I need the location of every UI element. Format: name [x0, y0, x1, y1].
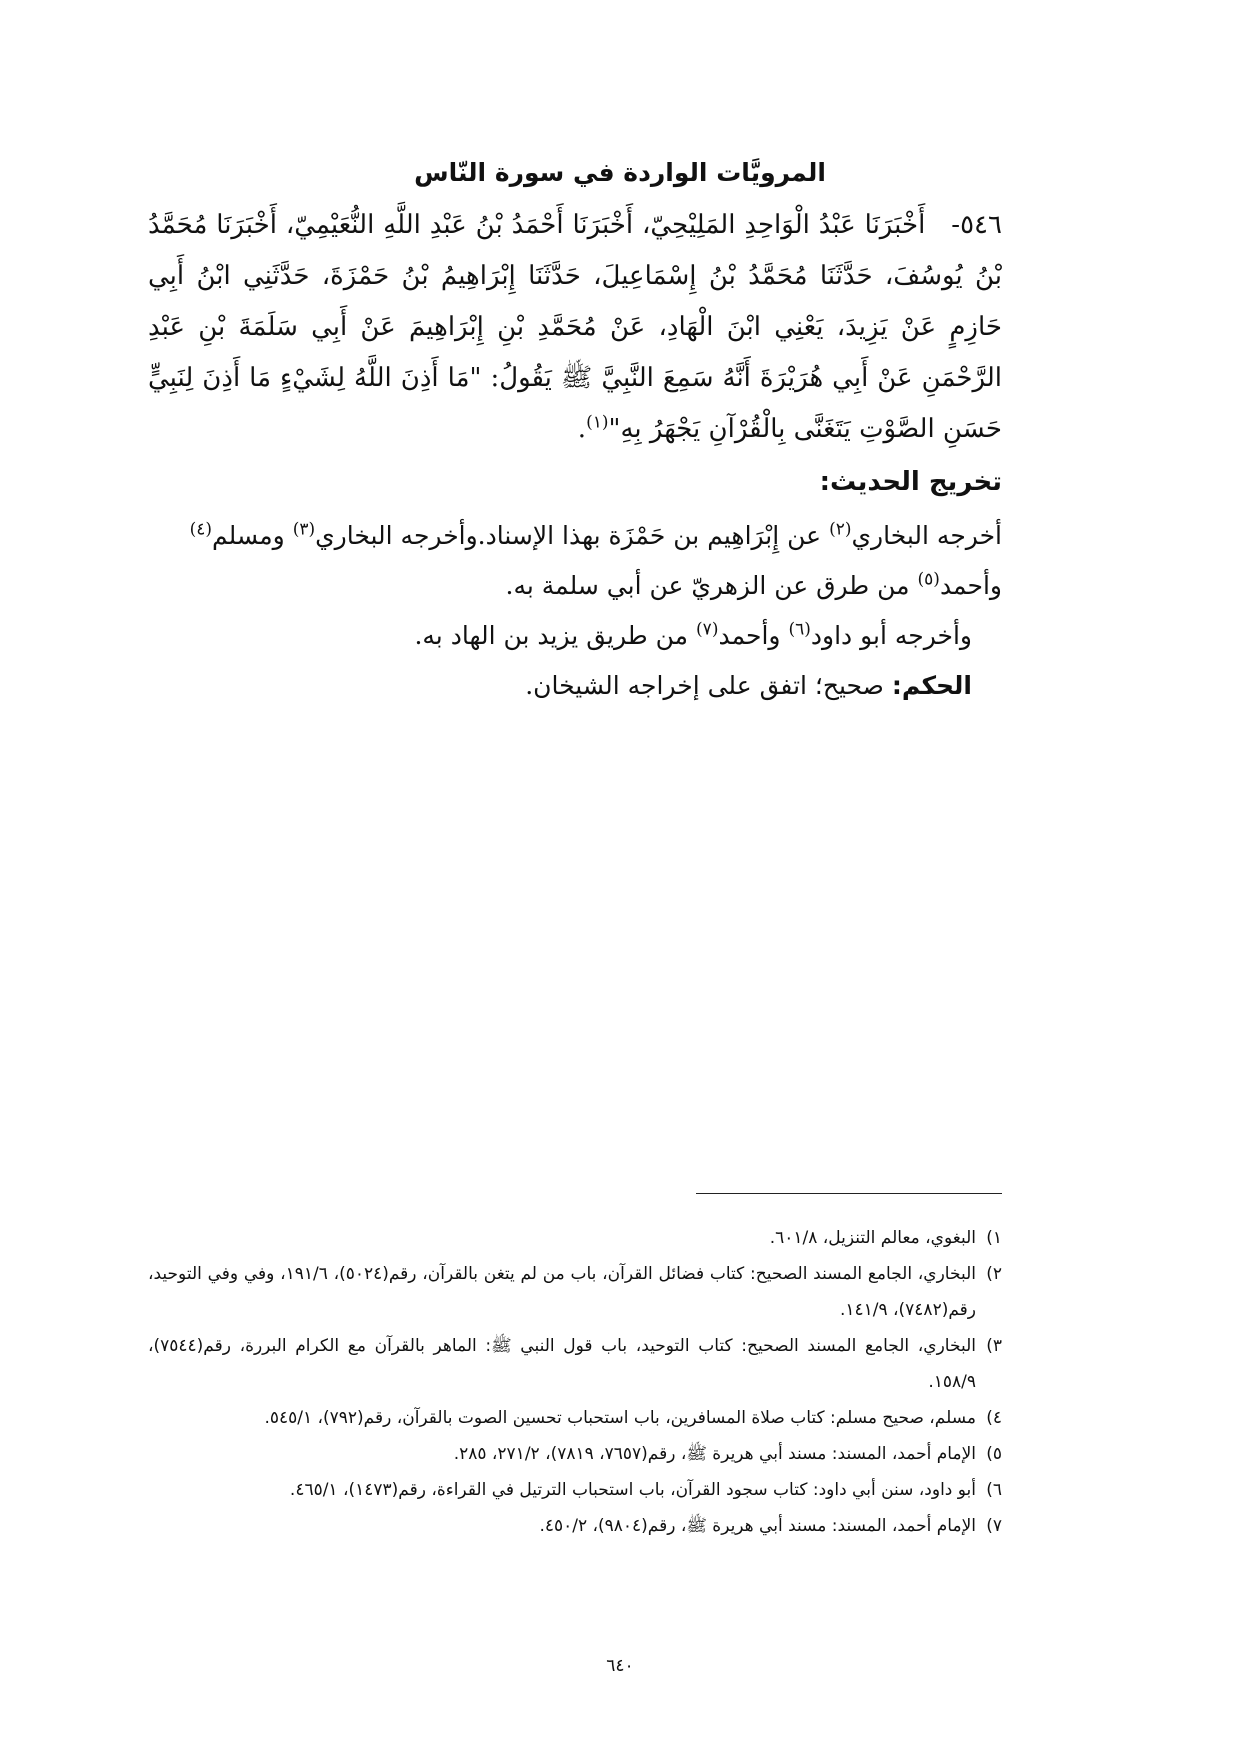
footnotes [148, 1220, 1002, 1544]
main-text [148, 200, 1002, 711]
takhrij-text: من طريق يزيد بن الهاد به. [414, 621, 697, 650]
footnote-text: أبو داود، سنن أبي داود: كتاب سجود القرآن، باب استحباب الترتيل في القراءة، رقم(١٤٧٣)، ٤٦٥/١. [289, 1480, 976, 1500]
ruling-paragraph [148, 661, 1002, 711]
takhrij-text: وأخرجه أبو داود [810, 621, 972, 650]
page-number: ٦٤٠ [606, 1656, 634, 1676]
footnote-text: الإمام أحمد، المسند: مسند أبي هريرة ﷺ، رقم(٧٦٥٧، ٧٨١٩)، ٢٧١/٢، ٢٨٥. [453, 1444, 976, 1464]
footnote-text: الإمام أحمد، المسند: مسند أبي هريرة ﷺ، رقم(٩٨٠٤)، ٤٥٠/٢. [539, 1516, 976, 1536]
hadith-paragraph [148, 200, 1002, 455]
footnote-ref-2[interactable]: (٢) [829, 519, 852, 540]
footnote-ref-1[interactable]: (١) [586, 412, 609, 433]
takhrij-text: ومسلم [212, 521, 293, 550]
footnote-item [148, 1472, 1002, 1508]
ruling-label: الحكم: [891, 671, 972, 700]
footnote-item [148, 1256, 1002, 1328]
footnote-ref-7[interactable]: (٧) [696, 619, 719, 640]
footnote-separator [696, 1193, 1002, 1194]
footnote-item [148, 1508, 1002, 1544]
hadith-text: أَخْبَرَنَا عَبْدُ الْوَاحِدِ المَلِيْحِيّ، أَخْبَرَنَا أَحْمَدُ بْنُ عَبْدِ اللَّهِ النُّعَيْمِيّ، أَخْبَرَنَا مُحَمَّدُ بْنُ يُوسُفَ، حَدَّثَنَا مُحَمَّدُ بْنُ إِسْمَاعِيلَ، حَدَّثَنَا إِبْرَاهِيمُ بْنُ حَمْزَةَ، حَدَّثَنِي ابْنُ أَبِي حَازِمٍ عَنْ يَزِيدَ، يَعْنِي ابْنَ الْهَادِ، عَنْ مُحَمَّدِ بْنِ إِبْرَاهِيمَ عَنْ أَبِي سَلَمَةَ بْنِ عَبْدِ الرَّحْمَنِ عَنْ أَبِي هُرَيْرَةَ أَنَّهُ سَمِعَ النَّبِيَّ ﷺ يَقُولُ: "مَا أَذِنَ اللَّهُ لِشَيْءٍ مَا أَذِنَ لِنَبِيٍّ حَسَنِ الصَّوْتِ يَتَغَنَّى بِالْقُرْآنِ يَجْهَرُ بِهِ" [148, 210, 1002, 444]
takhrij-text: أخرجه البخاري [851, 521, 1002, 550]
takhrij-text: وأحمد [939, 571, 1002, 600]
takhrij-paragraph-2 [148, 611, 1002, 661]
footnote-item [148, 1328, 1002, 1400]
footnote-number: ٣) [986, 1336, 1002, 1356]
hadith-number: ٥٤٦- [951, 210, 1002, 240]
takhrij-text: عن إِبْرَاهِيم بن حَمْزَة بهذا الإسناد.وأخرجه البخاري [315, 521, 830, 550]
footnote-text: مسلم، صحيح مسلم: كتاب صلاة المسافرين، باب استحباب تحسين الصوت بالقرآن، رقم(٧٩٢)، ٥٤٥/١. [264, 1408, 976, 1428]
footnote-ref-3[interactable]: (٣) [292, 519, 316, 540]
footnote-item [148, 1436, 1002, 1472]
footnote-ref-5[interactable]: (٥) [917, 569, 940, 590]
footnote-item [148, 1400, 1002, 1436]
takhrij-text: من طرق عن الزهريّ عن أبي سلمة به. [505, 571, 918, 600]
takhrij-text: وأحمد [718, 621, 789, 650]
footnote-text: البخاري، الجامع المسند الصحيح: كتاب التوحيد، باب قول النبي ﷺ: الماهر بالقرآن مع الكرام البررة، رقم(٧٥٤٤)، ١٥٨/٩. [148, 1336, 976, 1392]
footnote-number: ٦) [986, 1480, 1002, 1500]
footnote-text: البغوي، معالم التنزيل، ٦٠١/٨. [769, 1228, 976, 1248]
footnote-text: البخاري، الجامع المسند الصحيح: كتاب فضائل القرآن، باب من لم يتغن بالقرآن، رقم(٥٠٢٤)، ١٩١/٦، وفي وفي التوحيد، رقم(٧٤٨٢)، ١٤١/٩. [148, 1264, 976, 1320]
footnote-number: ٥) [986, 1444, 1002, 1464]
footnote-ref-4[interactable]: (٤) [189, 519, 213, 540]
page-title: المرويَّات الواردة في سورة النّاس [414, 158, 826, 187]
footnote-number: ٢) [986, 1264, 1002, 1284]
footnote-number: ٤) [986, 1408, 1002, 1428]
footnote-number: ١) [986, 1228, 1002, 1248]
takhrij-paragraph-1 [148, 511, 1002, 611]
footnote-number: ٧) [986, 1516, 1002, 1536]
ruling-text: صحيح؛ اتفق على إخراجه الشيخان. [525, 671, 892, 700]
footnote-item [148, 1220, 1002, 1256]
hadith-end: . [577, 414, 587, 444]
footnote-ref-6[interactable]: (٦) [788, 619, 811, 640]
takhrij-heading: تخريج الحديث: [819, 467, 1002, 497]
